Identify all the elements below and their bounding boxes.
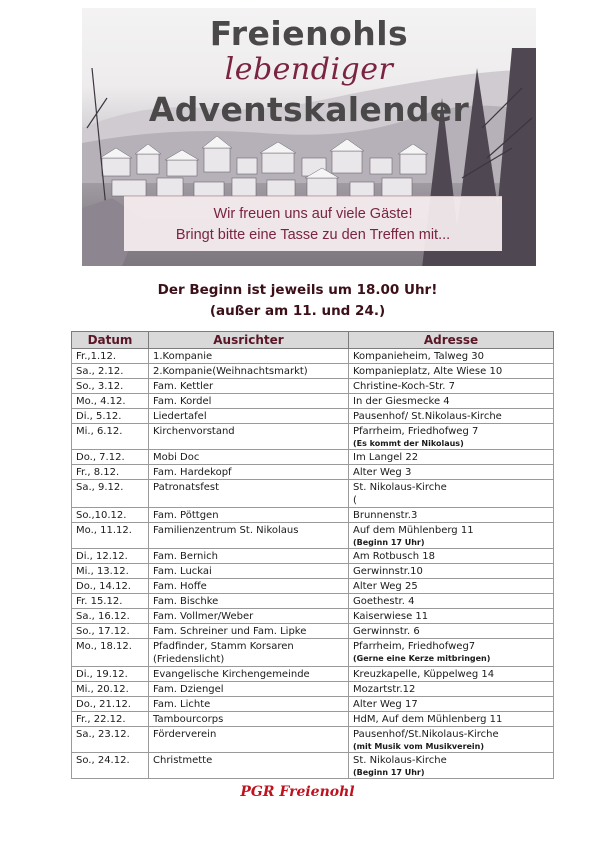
cell-host — [149, 349, 349, 364]
cell-host — [149, 682, 349, 697]
footer-signature: PGR Freienohl — [240, 784, 355, 800]
cell-host — [149, 508, 349, 523]
cell-address — [349, 727, 554, 753]
cell-date: Di., 19.12. — [72, 667, 149, 682]
cell-date: So., 24.12. — [72, 753, 149, 779]
cell-host — [149, 697, 349, 712]
table-row — [72, 394, 554, 409]
address-text: Kompanieheim, Talweg 30 — [353, 351, 484, 362]
cell-date: Mi., 20.12. — [72, 682, 149, 697]
banner-message-box — [124, 196, 502, 251]
advent-schedule-table — [71, 331, 554, 779]
table-row — [72, 409, 554, 424]
address-note: (Beginn 17 Uhr) — [353, 768, 425, 777]
cell-date: So.,10.12. — [72, 508, 149, 523]
cell-date: Di., 12.12. — [72, 549, 149, 564]
host-name: Fam. Pöttgen — [153, 510, 219, 521]
header-banner — [82, 8, 536, 266]
cell-date: Fr.,1.12. — [72, 349, 149, 364]
cell-host — [149, 409, 349, 424]
host-name: Kirchenvorstand — [153, 426, 235, 437]
cell-address — [349, 523, 554, 549]
address-text: Pfarrheim, Friedhofweg 7 — [353, 426, 479, 437]
address-text: Gerwinnstr.10 — [353, 566, 423, 577]
cell-address — [349, 364, 554, 379]
table-row — [72, 465, 554, 480]
address-text: Pausenhof/St.Nikolaus-Kirche — [353, 729, 499, 740]
address-note: (Beginn 17 Uhr) — [353, 538, 425, 547]
intro-exception: (außer am 11. und 24.) — [209, 303, 386, 319]
host-name: Fam. Luckai — [153, 566, 212, 577]
cell-date: Sa., 2.12. — [72, 364, 149, 379]
address-text: St. Nikolaus-Kirche — [353, 482, 447, 493]
host-name: Liedertafel — [153, 411, 207, 422]
address-text: Im Langel 22 — [353, 452, 419, 463]
cell-address — [349, 379, 554, 394]
address-text: In der Giesmecke 4 — [353, 396, 450, 407]
address-text: Pausenhof/ St.Nikolaus-Kirche — [353, 411, 502, 422]
banner-message-line-2: Bringt bitte eine Tasse zu den Treffen mit... — [175, 227, 451, 243]
cell-address — [349, 697, 554, 712]
cell-host — [149, 450, 349, 465]
host-name: Fam. Vollmer/Weber — [153, 611, 254, 622]
intro-start-time: Der Beginn ist jeweils um 18.00 Uhr! — [157, 282, 438, 298]
cell-address — [349, 508, 554, 523]
table-header-row — [72, 332, 554, 349]
table-row — [72, 480, 554, 508]
address-text: Mozartstr.12 — [353, 684, 416, 695]
cell-date: Do., 7.12. — [72, 450, 149, 465]
table-row — [72, 624, 554, 639]
table-row — [72, 379, 554, 394]
address-extra: ( — [353, 495, 357, 506]
address-text: Pfarrheim, Friedhofweg7 — [353, 641, 476, 652]
cell-date: So., 17.12. — [72, 624, 149, 639]
address-text: Alter Weg 25 — [353, 581, 418, 592]
host-name: Mobi Doc — [153, 452, 200, 463]
table-row — [72, 727, 554, 753]
cell-date: Mo., 11.12. — [72, 523, 149, 549]
table-row — [72, 639, 554, 667]
table-row — [72, 523, 554, 549]
cell-host — [149, 579, 349, 594]
cell-address — [349, 549, 554, 564]
host-name: Fam. Dziengel — [153, 684, 224, 695]
cell-date: Fr., 8.12. — [72, 465, 149, 480]
table-row — [72, 667, 554, 682]
table-row — [72, 424, 554, 450]
cell-date: Do., 14.12. — [72, 579, 149, 594]
cell-host — [149, 624, 349, 639]
table-row — [72, 450, 554, 465]
address-text: Kaiserwiese 11 — [353, 611, 429, 622]
cell-date: Mi., 6.12. — [72, 424, 149, 450]
cell-address — [349, 579, 554, 594]
cell-address — [349, 450, 554, 465]
cell-address — [349, 682, 554, 697]
cell-host — [149, 364, 349, 379]
address-note: (Es kommt der Nikolaus) — [353, 439, 464, 448]
cell-date: Do., 21.12. — [72, 697, 149, 712]
cell-host — [149, 667, 349, 682]
cell-address — [349, 394, 554, 409]
cell-host — [149, 727, 349, 753]
host-name: Fam. Kordel — [153, 396, 212, 407]
cell-address — [349, 712, 554, 727]
table-row — [72, 753, 554, 779]
address-text: Am Rotbusch 18 — [353, 551, 435, 562]
banner-title-line-2: lebendiger — [224, 52, 394, 87]
host-extra: (Friedenslicht) — [153, 654, 225, 665]
cell-host — [149, 424, 349, 450]
cell-address — [349, 480, 554, 508]
host-name: Fam. Lichte — [153, 699, 211, 710]
host-name: Fam. Schreiner und Fam. Lipke — [153, 626, 307, 637]
table-row — [72, 508, 554, 523]
column-header-date: Datum — [72, 332, 149, 349]
host-name: Fam. Hoffe — [153, 581, 207, 592]
cell-date: Sa., 9.12. — [72, 480, 149, 508]
cell-date: Mo., 18.12. — [72, 639, 149, 667]
address-note: (Gerne eine Kerze mitbringen) — [353, 654, 491, 663]
table-row — [72, 349, 554, 364]
column-header-address: Adresse — [349, 332, 554, 349]
table-row — [72, 697, 554, 712]
table-row — [72, 364, 554, 379]
cell-host — [149, 379, 349, 394]
cell-address — [349, 667, 554, 682]
cell-date: Fr., 22.12. — [72, 712, 149, 727]
cell-host — [149, 753, 349, 779]
cell-date: Sa., 23.12. — [72, 727, 149, 753]
column-header-host: Ausrichter — [149, 332, 349, 349]
banner-title-line-1: Freienohls — [209, 14, 409, 53]
address-text: Gerwinnstr. 6 — [353, 626, 420, 637]
host-name: Tambourcorps — [153, 714, 224, 725]
cell-host — [149, 609, 349, 624]
host-name: 2.Kompanie(Weihnachtsmarkt) — [153, 366, 308, 377]
host-name: Pfadfinder, Stamm Korsaren — [153, 641, 294, 652]
cell-address — [349, 594, 554, 609]
cell-date: Fr. 15.12. — [72, 594, 149, 609]
host-name: Fam. Kettler — [153, 381, 214, 392]
cell-date: Di., 5.12. — [72, 409, 149, 424]
cell-address — [349, 753, 554, 779]
cell-host — [149, 480, 349, 508]
address-text: HdM, Auf dem Mühlenberg 11 — [353, 714, 503, 725]
address-text: Kreuzkapelle, Küppelweg 14 — [353, 669, 495, 680]
banner-message-line-1: Wir freuen uns auf viele Gäste! — [213, 206, 413, 222]
host-name: Evangelische Kirchengemeinde — [153, 669, 310, 680]
address-text: Goethestr. 4 — [353, 596, 415, 607]
host-name: Patronatsfest — [153, 482, 220, 493]
table-row — [72, 579, 554, 594]
cell-date: Mi., 13.12. — [72, 564, 149, 579]
cell-host — [149, 549, 349, 564]
cell-host — [149, 564, 349, 579]
address-text: Alter Weg 17 — [353, 699, 418, 710]
address-text: Kompanieplatz, Alte Wiese 10 — [353, 366, 503, 377]
address-text: Brunnenstr.3 — [353, 510, 418, 521]
host-name: Familienzentrum St. Nikolaus — [153, 525, 299, 536]
cell-date: Mo., 4.12. — [72, 394, 149, 409]
address-text: Auf dem Mühlenberg 11 — [353, 525, 474, 536]
table-row — [72, 549, 554, 564]
cell-address — [349, 564, 554, 579]
cell-address — [349, 609, 554, 624]
address-text: St. Nikolaus-Kirche — [353, 755, 447, 766]
cell-address — [349, 624, 554, 639]
table-body — [72, 349, 554, 779]
address-note: (mit Musik vom Musikverein) — [353, 742, 485, 751]
cell-address — [349, 349, 554, 364]
table-row — [72, 594, 554, 609]
cell-date: Sa., 16.12. — [72, 609, 149, 624]
host-name: Christmette — [153, 755, 213, 766]
cell-address — [349, 409, 554, 424]
host-name: Förderverein — [153, 729, 217, 740]
cell-host — [149, 594, 349, 609]
host-name: Fam. Hardekopf — [153, 467, 232, 478]
address-text: Christine-Koch-Str. 7 — [353, 381, 456, 392]
cell-host — [149, 465, 349, 480]
cell-address — [349, 424, 554, 450]
cell-host — [149, 712, 349, 727]
cell-host — [149, 394, 349, 409]
cell-date: So., 3.12. — [72, 379, 149, 394]
table-row — [72, 564, 554, 579]
cell-host — [149, 523, 349, 549]
host-name: 1.Kompanie — [153, 351, 213, 362]
table-row — [72, 712, 554, 727]
host-name: Fam. Bischke — [153, 596, 219, 607]
address-text: Alter Weg 3 — [353, 467, 412, 478]
table-row — [72, 682, 554, 697]
cell-address — [349, 639, 554, 667]
banner-title-line-3: Adventskalender — [148, 90, 470, 129]
cell-address — [349, 465, 554, 480]
table-row — [72, 609, 554, 624]
cell-host — [149, 639, 349, 667]
host-name: Fam. Bernich — [153, 551, 218, 562]
